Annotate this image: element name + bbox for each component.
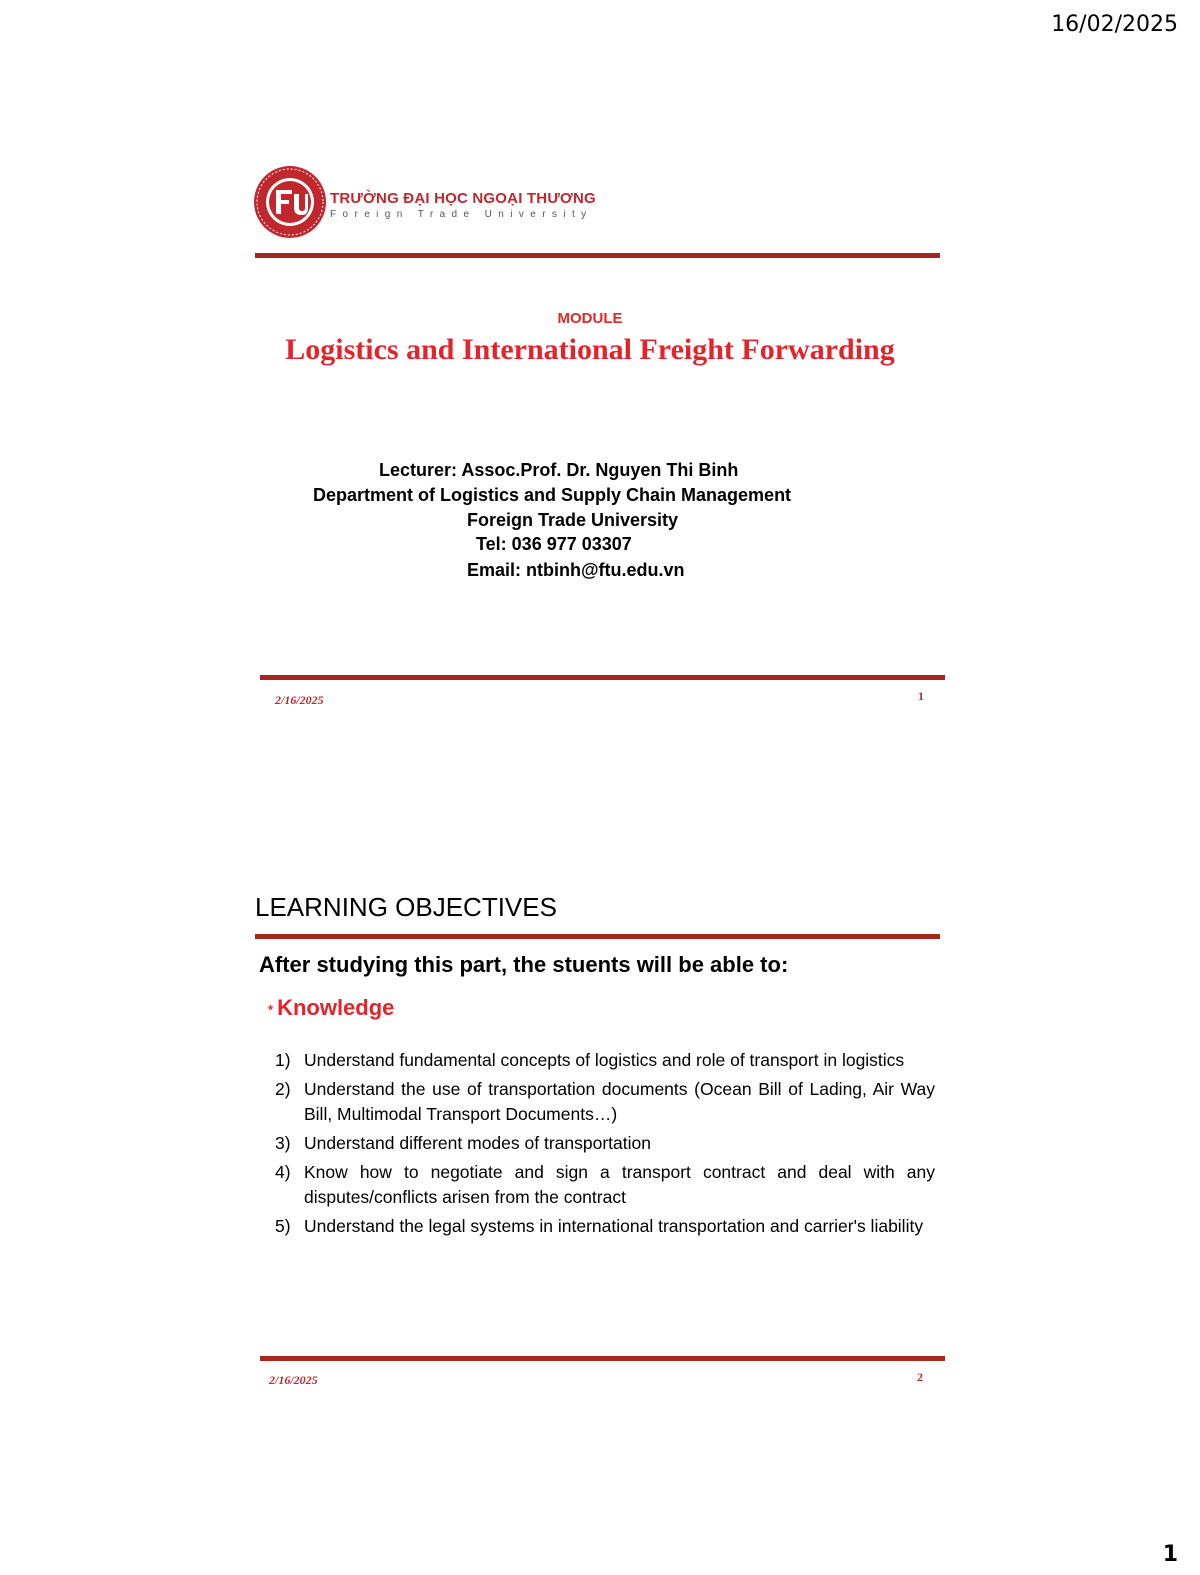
item-number: 4) <box>275 1162 291 1182</box>
module-label: MODULE <box>557 310 623 327</box>
intro-text: After studying this part, the stuents will be able to: <box>259 952 789 977</box>
item-text: Know how to negotiate and sign a transport contract and deal with any disputes/conflicts arisen from the contract <box>304 1162 935 1207</box>
slide-footer-number: 1 <box>918 689 924 703</box>
item-text: Understand fundamental concepts of logistics and role of transport in logistics <box>304 1050 905 1070</box>
header-rule <box>255 253 940 258</box>
section-heading <box>268 995 394 1021</box>
university-name-en: Foreign Trade University <box>330 209 593 220</box>
slide-footer-date: 2/16/2025 <box>269 1373 318 1387</box>
footer-rule <box>260 1356 945 1361</box>
section-label: Knowledge <box>277 995 395 1020</box>
item-text: Understand the legal systems in international transportation and carrier's liability <box>304 1216 924 1236</box>
slide-footer-number: 2 <box>917 1370 923 1384</box>
slide-1 <box>250 150 950 720</box>
slide-title: LEARNING OBJECTIVES <box>255 892 557 922</box>
tel-line: Tel: 036 977 03307 <box>476 534 632 554</box>
item-number: 5) <box>275 1216 291 1236</box>
footer-rule <box>260 675 945 680</box>
university-name-vn: TRƯỜNG ĐẠI HỌC NGOẠI THƯƠNG <box>330 190 596 207</box>
item-number: 2) <box>275 1079 291 1099</box>
list-item <box>275 1131 935 1156</box>
item-number: 3) <box>275 1133 291 1153</box>
module-title: Logistics and International Freight Forwarding <box>285 333 895 366</box>
ftu-logo-icon <box>252 164 328 240</box>
item-text: Understand different modes of transportation <box>304 1133 651 1153</box>
list-item <box>275 1160 935 1210</box>
list-item <box>275 1077 935 1127</box>
page-header-date: 16/02/2025 <box>1051 12 1178 37</box>
university-line: Foreign Trade University <box>467 510 679 530</box>
header-rule <box>255 934 940 939</box>
item-text: Understand the use of transportation documents (Ocean Bill of Lading, Air Way Bill, Multimodal Transport Documents…) <box>304 1079 935 1124</box>
bullet-icon: * <box>268 1001 274 1017</box>
slide-footer-date: 2/16/2025 <box>275 693 324 707</box>
objectives-list <box>275 1048 935 1243</box>
list-item <box>275 1214 935 1239</box>
item-number: 1) <box>275 1050 291 1070</box>
page-number: 1 <box>1162 1542 1178 1567</box>
lecturer-line: Lecturer: Assoc.Prof. Dr. Nguyen Thi Binh <box>379 460 739 480</box>
department-line: Department of Logistics and Supply Chain Management <box>313 485 792 505</box>
email-line: Email: ntbinh@ftu.edu.vn <box>467 560 685 580</box>
list-item <box>275 1048 935 1073</box>
slide-2 <box>250 880 950 1400</box>
